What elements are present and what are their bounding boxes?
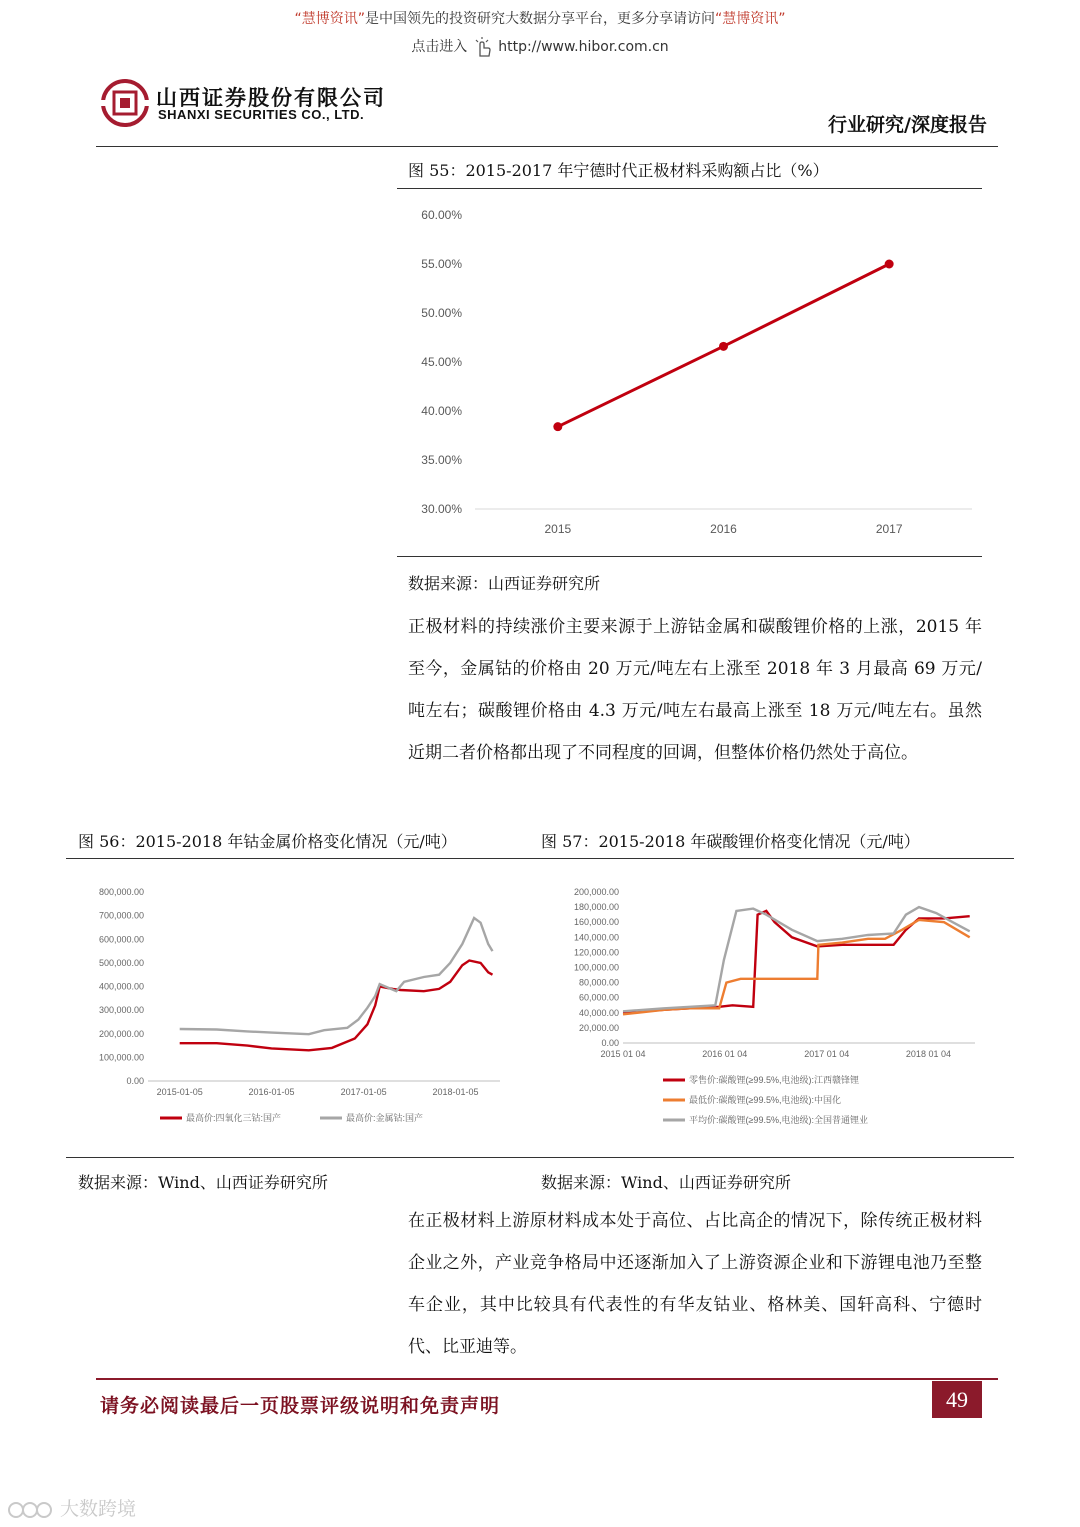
x-tick-label: 2016-01-05 [248, 1087, 295, 1097]
fig57-chart [545, 875, 985, 1140]
series-line-1 [623, 911, 970, 1013]
x-tick-label: 2016 01 04 [702, 1049, 748, 1059]
body-paragraph-2: 在正极材料上游原材料成本处于高位、占比高企的情况下，除传统正极材料企业之外，产业竞争格局中还逐渐加入了上游资源企业和下游锂电池乃至整车企业，其中比较具有代表性的有华友钴业、格林美、国轩高科、宁德时代、比亚迪等。 [408, 1211, 982, 1357]
y-tick-label: 300,000.00 [98, 1005, 144, 1016]
banner-text: 是中国领先的投资研究大数据分享平台，更多分享请访问 [365, 11, 715, 27]
y-tick-label: 60,000.00 [578, 992, 619, 1003]
x-tick-label: 2015-01-05 [156, 1087, 203, 1097]
y-tick-label: 700,000.00 [98, 910, 144, 921]
watermark-text: 大数跨境 [60, 1498, 137, 1520]
series-line-2 [180, 918, 493, 1034]
company-logo [100, 78, 150, 128]
fig55-title: 图 55：2015-2017 年宁德时代正极材料采购额占比（%） [408, 161, 829, 180]
y-tick-label: 80,000.00 [578, 977, 619, 988]
fig55-top-rule [397, 188, 982, 189]
footer-divider [96, 1378, 998, 1380]
report-type: 行业研究/深度报告 [828, 114, 987, 136]
fig56-source: 数据来源：Wind、山西证券研究所 [78, 1173, 328, 1192]
y-tick-label: 600,000.00 [98, 934, 144, 945]
legend-label: 最高价:金属钴:国产 [346, 1113, 424, 1123]
x-tick-label: 2016 [710, 522, 737, 536]
header-divider [96, 146, 998, 147]
fig56-title: 图 56：2015-2018 年钴金属价格变化情况（元/吨） [78, 832, 457, 851]
y-tick-label: 100,000.00 [573, 962, 619, 973]
page-number: 49 [932, 1381, 982, 1418]
company-name-cn: 山西证券股份有限公司 [156, 86, 386, 110]
fig57-title: 图 57：2015-2018 年碳酸锂价格变化情况（元/吨） [541, 832, 920, 851]
y-tick-label: 160,000.00 [573, 917, 619, 928]
y-tick-label: 100,000.00 [98, 1052, 144, 1063]
y-tick-label: 20,000.00 [578, 1022, 619, 1033]
legend-label: 零售价:碳酸锂(≥99.5%,电池级):江西赣锋锂 [689, 1075, 859, 1085]
series-line-1 [180, 961, 493, 1051]
data-point [553, 422, 562, 431]
y-tick-label: 45.00% [421, 355, 462, 369]
legend-label: 最高价:四氧化三钴:国产 [186, 1113, 282, 1123]
x-tick-label: 2017 01 04 [804, 1049, 850, 1059]
y-tick-label: 30.00% [421, 502, 462, 516]
fig57-source: 数据来源：Wind、山西证券研究所 [541, 1173, 791, 1192]
y-tick-label: 140,000.00 [573, 932, 619, 943]
y-tick-label: 0.00 [126, 1076, 144, 1086]
data-point [885, 260, 894, 269]
fig56-57-top-rule [66, 858, 1014, 859]
data-point [719, 342, 728, 351]
banner-line-1 [0, 8, 1080, 28]
banner-brand-prefix: “慧博资讯” [294, 11, 365, 27]
disclaimer-link[interactable]: 请务必阅读最后一页股票评级说明和免责声明 [100, 1395, 501, 1417]
body-paragraph-1: 正极材料的持续涨价主要来源于上游钴金属和碳酸锂价格的上涨，2015 年至今，金属钴的价格由 20 万元/吨左右上涨至 2018 年 3 月最高 69 万元/吨左右；碳酸锂价格由 4.3 万元/吨左右最高上涨至 18 万元/吨左右。虽然近期二者价格都出现了不同程度的回调，但整体价格仍然处于高位。 [408, 617, 982, 763]
y-tick-label: 40,000.00 [578, 1007, 619, 1018]
y-tick-label: 400,000.00 [98, 981, 144, 992]
y-tick-label: 60.00% [421, 208, 462, 222]
watermark-logo-icon [8, 1499, 54, 1521]
x-tick-label: 2015 [544, 522, 572, 536]
x-tick-label: 2015 01 04 [600, 1049, 646, 1059]
banner-line-2 [0, 36, 1080, 58]
y-tick-label: 200,000.00 [573, 887, 619, 897]
y-tick-label: 50.00% [421, 306, 462, 320]
x-tick-label: 2018 01 04 [905, 1049, 951, 1059]
y-tick-label: 200,000.00 [98, 1028, 144, 1039]
y-tick-label: 120,000.00 [573, 947, 619, 958]
banner-brand-suffix: “慧博资讯” [715, 11, 786, 27]
watermark [8, 1494, 136, 1521]
fig56-chart [70, 875, 510, 1140]
y-tick-label: 800,000.00 [98, 887, 144, 897]
series-line-3 [623, 907, 970, 1011]
y-tick-label: 35.00% [421, 453, 462, 467]
fig55-bottom-rule [397, 556, 982, 557]
fig55-source: 数据来源：山西证券研究所 [408, 574, 601, 593]
y-tick-label: 180,000.00 [573, 902, 619, 913]
legend-label: 最低价:碳酸锂(≥99.5%,电池级):中国化 [689, 1095, 841, 1105]
y-tick-label: 500,000.00 [98, 957, 144, 968]
company-name-en: SHANXI SECURITIES CO., LTD. [158, 107, 365, 122]
legend-label: 平均价:碳酸锂(≥99.5%,电池级):全国普通锂业 [689, 1115, 868, 1125]
hand-pointer-icon [472, 36, 494, 58]
x-tick-label: 2017-01-05 [340, 1087, 387, 1097]
y-tick-label: 40.00% [421, 404, 462, 418]
x-tick-label: 2018-01-05 [432, 1087, 479, 1097]
fig55-chart [397, 195, 982, 550]
banner-enter-label: 点击进入 [411, 39, 468, 55]
banner-url-link[interactable]: http://www.hibor.com.cn [498, 39, 669, 55]
y-tick-label: 0.00 [601, 1038, 619, 1048]
x-tick-label: 2017 [875, 522, 903, 536]
fig56-57-bottom-rule [66, 1157, 1014, 1158]
y-tick-label: 55.00% [421, 257, 462, 271]
series-line-2 [623, 920, 970, 1014]
